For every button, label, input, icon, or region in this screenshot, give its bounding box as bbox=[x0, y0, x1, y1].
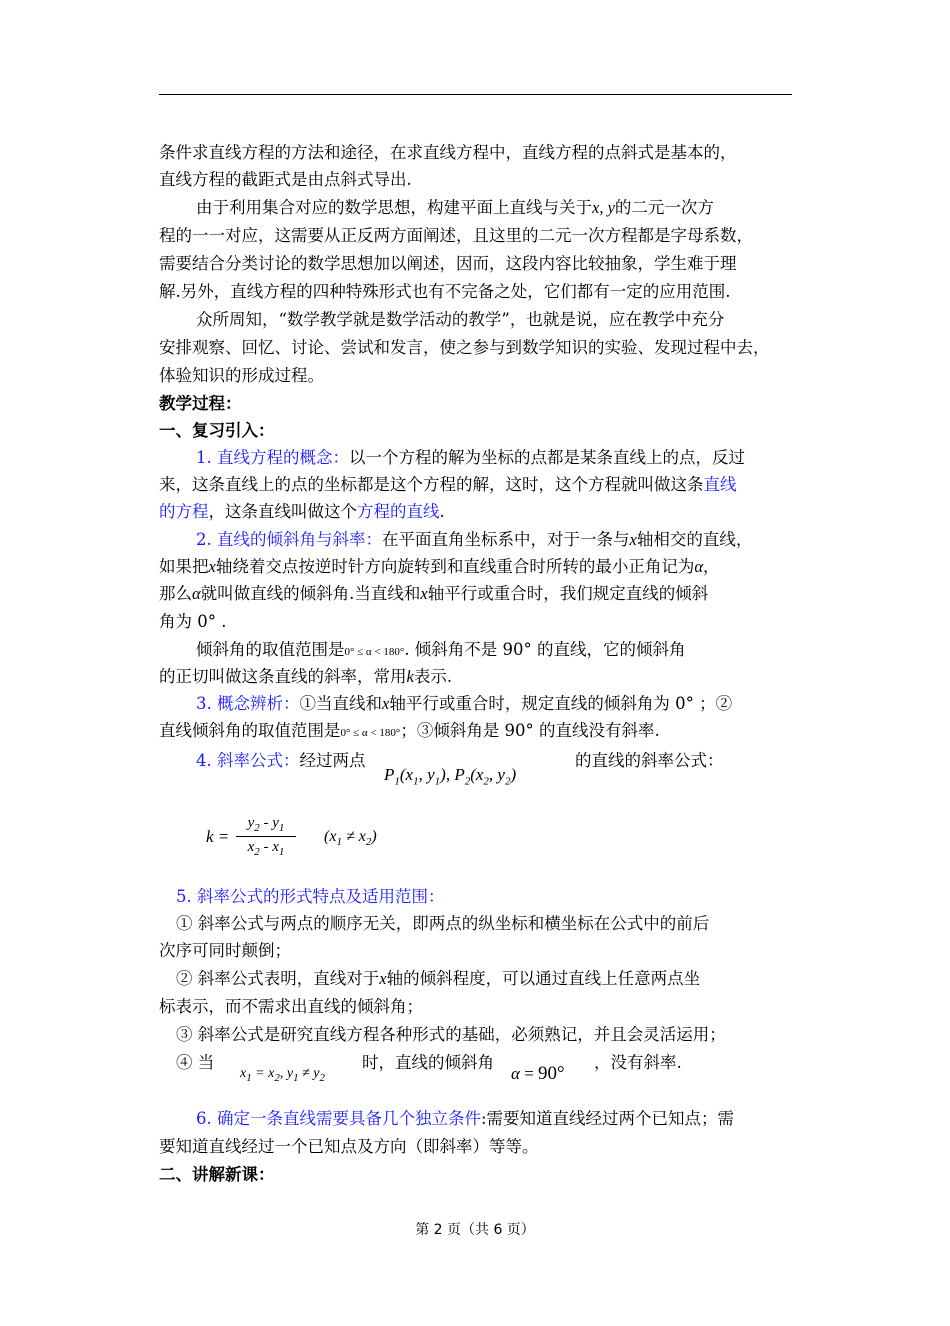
angle-formula: α = 90° bbox=[511, 1063, 565, 1084]
heading-new-lesson: 二、讲解新课： bbox=[159, 1165, 275, 1184]
item1-line: 来，这条直线上的点的坐标都是这个方程的解，这时，这个方程就叫做这条直线 bbox=[159, 475, 737, 494]
text-line: 直线方程的截距式是由点斜式导出. bbox=[159, 170, 412, 189]
item5-line: ① 斜率公式与两点的顺序无关，即两点的纵坐标和横坐标在公式中的前后 bbox=[176, 914, 710, 933]
item4-line: 的直线的斜率公式： bbox=[575, 751, 724, 770]
item5-line: ④ 当 bbox=[176, 1053, 215, 1072]
heading-process: 教学过程： bbox=[159, 394, 242, 413]
item1-line: 的方程，这条直线叫做这个方程的直线. bbox=[159, 502, 445, 521]
item4-line: 4. 斜率公式：经过两点 bbox=[196, 751, 366, 770]
text-line: 需要结合分类讨论的数学思想加以阐述，因而，这段内容比较抽象，学生难于理 bbox=[159, 254, 737, 273]
item5-line: 次序可同时颠倒； bbox=[159, 941, 291, 960]
slope-k: k = bbox=[206, 827, 230, 846]
item5-line: ② 斜率公式表明，直线对于x轴的倾斜程度，可以通过直线上任意两点坐 bbox=[176, 969, 701, 988]
text-line: 安排观察、回忆、讨论、尝试和发言，使之参与到数学知识的实验、发现过程中去， bbox=[159, 338, 770, 357]
item6-line: 要知道直线经过一个已知点及方向（即斜率）等等。 bbox=[159, 1137, 539, 1156]
points-formula: $P_1(x_1$, $y_1$), $P_2(x_2$, $y_2$) bbox=[384, 765, 517, 788]
cond-formula: $x_1 = x_2$, $y_1 \ne y_2$ bbox=[240, 1066, 326, 1084]
item2-line: 角为 0° . bbox=[159, 612, 227, 631]
text-line: 众所周知，“数学教学就是数学活动的教学”，也就是说，应在教学中充分 bbox=[196, 310, 725, 329]
item5-line: ，没有斜率. bbox=[594, 1053, 682, 1072]
item5-line: 标表示，而不需求出直线的倾斜角； bbox=[159, 997, 423, 1016]
header-rule bbox=[159, 94, 792, 95]
item2-line: 的正切叫做这条直线的斜率，常用k表示. bbox=[159, 667, 453, 686]
slope-condition: $(x_1 \ne x_2)$ bbox=[324, 828, 377, 849]
page-footer: 第 2 页（共 6 页） bbox=[415, 1222, 535, 1238]
text-line: 程的一一对应，这需要从正反两方面阐述，且这里的二元一次方程都是字母系数， bbox=[159, 226, 753, 245]
text-line: 由于利用集合对应的数学思想，构建平面上直线与关于x, y的二元一次方 bbox=[196, 198, 714, 217]
slope-fraction: $\frac{y_2 - y_1}{x_2 - x_1}$ bbox=[236, 815, 296, 858]
item2-line: 如果把x轴绕着交点按逆时针方向旋转到和直线重合时所转的最小正角记为α， bbox=[159, 557, 720, 576]
item5-line: ③ 斜率公式是研究直线方程各种形式的基础，必须熟记，并且会灵活运用； bbox=[176, 1025, 726, 1044]
item5-label: 5. 斜率公式的形式特点及适用范围： bbox=[176, 887, 445, 906]
item3-line: 3. 概念辨析：①当直线和x轴平行或重合时，规定直线的倾斜角为 0° ；② bbox=[196, 694, 733, 713]
item1-line: 1. 直线方程的概念：以一个方程的解为坐标的点都是某条直线上的点，反过 bbox=[196, 448, 745, 467]
item6-line: 6. 确定一条直线需要具备几个独立条件:需要知道直线经过两个已知点；需 bbox=[196, 1109, 735, 1128]
text-line: 体验知识的形成过程。 bbox=[159, 366, 324, 385]
heading-review: 一、复习引入： bbox=[159, 421, 275, 440]
item3-line: 直线倾斜角的取值范围是0° ≤ α < 180°；③倾斜角是 90° 的直线没有斜率. bbox=[159, 721, 660, 740]
item2-line: 2. 直线的倾斜角与斜率：在平面直角坐标系中，对于一条与x轴相交的直线， bbox=[196, 530, 753, 549]
item5-line: 时，直线的倾斜角 bbox=[362, 1053, 494, 1072]
item2-line: 那么α就叫做直线的倾斜角.当直线和x轴平行或重合时，我们规定直线的倾斜 bbox=[159, 584, 709, 603]
text-line: 条件求直线方程的方法和途径，在求直线方程中，直线方程的点斜式是基本的， bbox=[159, 143, 737, 162]
text-line: 解.另外，直线方程的四种特殊形式也有不完备之处，它们都有一定的应用范围. bbox=[159, 282, 731, 301]
item2-line: 倾斜角的取值范围是0° ≤ α < 180°. 倾斜角不是 90° 的直线，它的倾斜角 bbox=[196, 640, 686, 659]
